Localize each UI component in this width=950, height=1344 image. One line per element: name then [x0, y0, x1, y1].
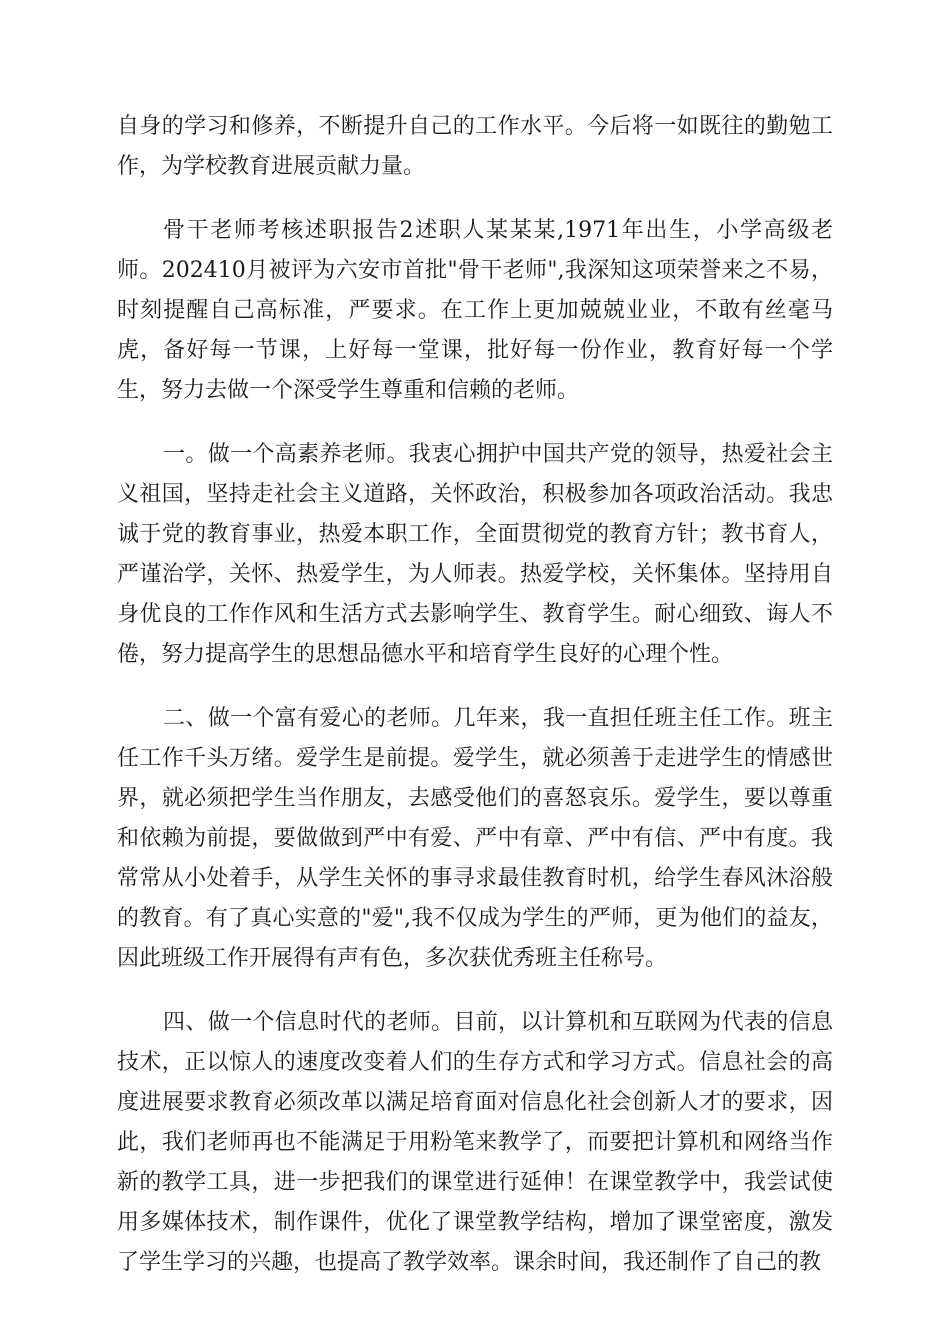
paragraph-section-two: 二、做一个富有爱心的老师。几年来，我一直担任班主任工作。班主任工作千头万绪。爱学生是前提。爱学生，就必须善于走进学生的情感世界，就必须把学生当作朋友，去感受他们的喜怒哀乐。爱学生，要以尊重和依赖为前提，要做做到严中有爱、严中有章、严中有信、严中有度。我常常从小处着手，从学生关怀的事寻求最佳教育时机，给学生春风沐浴般的教育。有了真心实意的"爱",我不仅成为学生的严师，更为他们的益友，因此班级工作开展得有声有色，多次获优秀班主任称号。	[117, 706, 833, 971]
paragraph-section-four: 四、做一个信息时代的老师。目前，以计算机和互联网为代表的信息技术，正以惊人的速度改变着人们的生存方式和学习方式。信息社会的高度进展要求教育必须改革以满足培育面对信息化社会创新人才的要求，因此，我们老师再也不能满足于用粉笔来教学了，而要把计算机和网络当作新的教学工具，进一步把我们的课堂进行延伸！在课堂教学中，我尝试使用多媒体技术，制作课件，优化了课堂教学结构，增加了课堂密度，激发了学生学习的兴趣，也提高了教学效率。课余时间，我还制作了自己的教	[117, 1010, 833, 1275]
document-body	[117, 107, 833, 1307]
paragraph-continued: 自身的学习和修养，不断提升自己的工作水平。今后将一如既往的勤勉工作，为学校教育进展贡献力量。	[117, 114, 833, 179]
paragraph-report-intro: 骨干老师考核述职报告2述职人某某某,1971年出生，小学高级老师。202410月被评为六安市首批"骨干老师",我深知这项荣誉来之不易，时刻提醒自己高标准，严要求。在工作上更加兢兢业业，不敢有丝毫马虎，备好每一节课，上好每一堂课，批好每一份作业，教育好每一个学生，努力去做一个深受学生尊重和信赖的老师。	[117, 218, 833, 403]
paragraph-section-one: 一。做一个高素养老师。我衷心拥护中国共产党的领导，热爱社会主义祖国，坚持走社会主义道路，关怀政治，积极参加各项政治活动。我忠诚于党的教育事业，热爱本职工作，全面贯彻党的教育方针；教书育人，严谨治学，关怀、热爱学生，为人师表。热爱学校，关怀集体。坚持用自身优良的工作作风和生活方式去影响学生、教育学生。耐心细致、诲人不倦，努力提高学生的思想品德水平和培育学生良好的心理个性。	[117, 442, 833, 667]
